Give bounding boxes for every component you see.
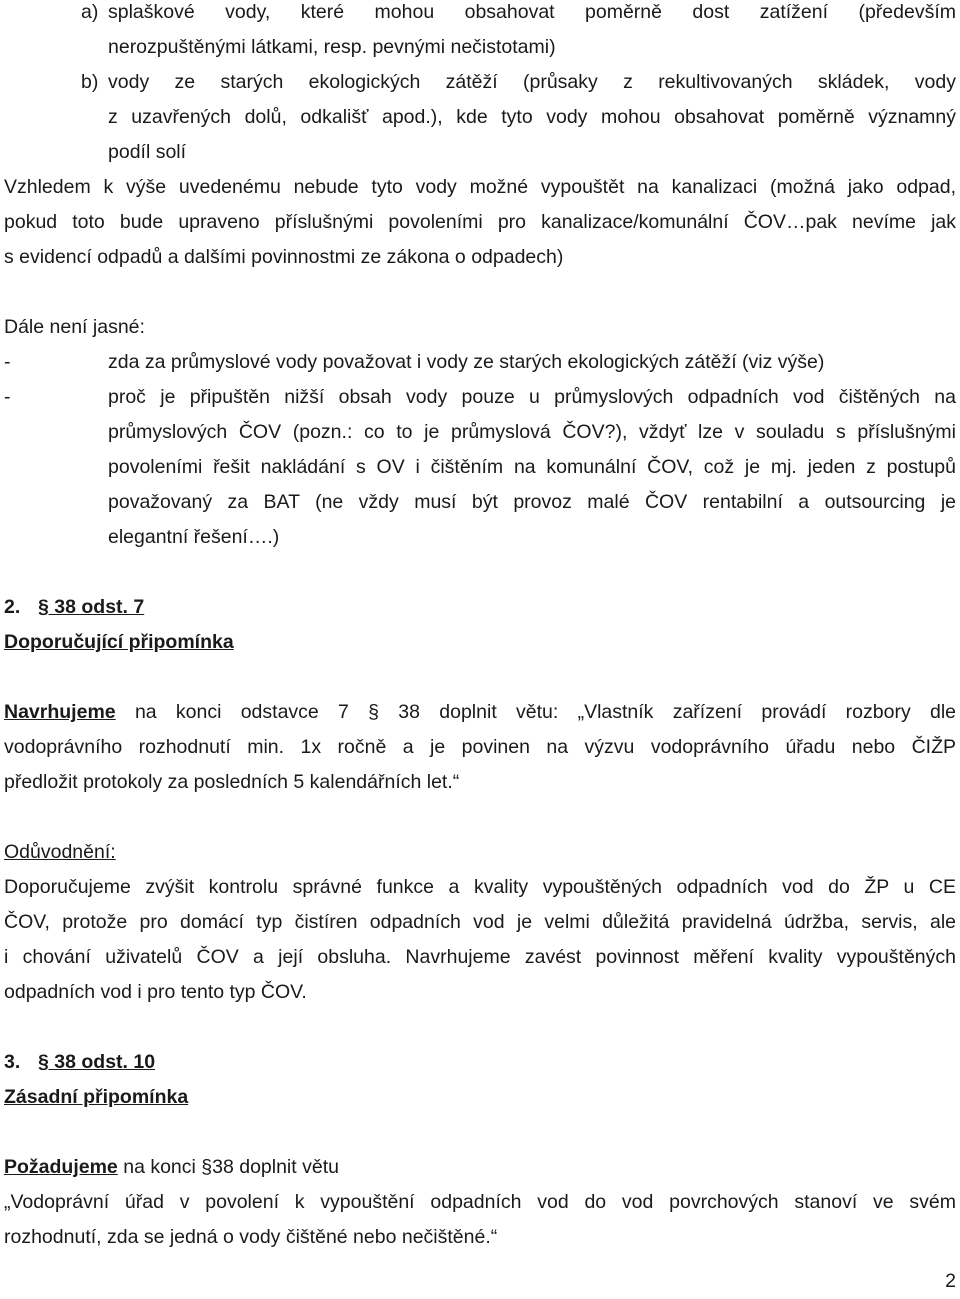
list-line: vody ze starých ekologických zátěží (průsaky z rekultivovaných skládek, vody — [108, 71, 956, 93]
list-line: splaškové vody, které mohou obsahovat poměrně dost zatížení (především — [108, 1, 956, 23]
list-line: z uzavřených dolů, odkališť apod.), kde tyto vody mohou obsahovat poměrně významný — [108, 106, 956, 128]
section-reference: § 38 odst. 10 — [38, 1051, 156, 1073]
demand-line — [4, 1150, 956, 1185]
proposal-label: Navrhujeme — [4, 701, 116, 723]
paragraph-line: Vzhledem k výše uvedenému nebude tyto vody možné vypouštět na kanalizaci (možná jako odpad, — [4, 176, 956, 198]
spacer — [4, 1115, 956, 1150]
page-number: 2 — [945, 1270, 956, 1292]
document-page — [4, 0, 956, 1255]
paragraph-line: s evidencí odpadů a dalšími povinnostmi ze zákona o odpadech) — [4, 246, 564, 268]
demand-text: na konci §38 doplnit větu — [123, 1156, 339, 1178]
list-line: nerozpuštěnými látkami, resp. pevnými nečistotami) — [108, 36, 556, 58]
section-3-type: Zásadní připomínka — [4, 1086, 189, 1108]
dale-heading: Dále není jasné: — [4, 316, 145, 338]
list-line: průmyslových ČOV (pozn.: co to je průmyslová ČOV?), vždyť lze v souladu s příslušnými — [108, 421, 956, 443]
spacer — [4, 275, 956, 310]
paragraph-line: „Vodoprávní úřad v povolení k vypouštění odpadních vod do vod povrchových stanoví ve svém — [4, 1191, 956, 1213]
dash-item — [4, 345, 956, 380]
list-marker: a) — [81, 1, 99, 23]
spacer — [4, 555, 956, 590]
section-3-quote — [4, 1185, 956, 1255]
dash-list — [4, 345, 956, 555]
list-line: elegantní řešení….) — [108, 526, 280, 548]
dash-item — [4, 380, 956, 555]
section-reference: § 38 odst. 7 — [38, 596, 145, 618]
list-item-b — [4, 65, 956, 170]
paragraph-line: i chování uživatelů ČOV a její obsluha. Navrhujeme zavést povinnost měření kvality vypouštěných — [4, 946, 956, 968]
paragraph-line: Doporučujeme zvýšit kontrolu správné funkce a kvality vypouštěných odpadních vod do ŽP u CE — [4, 876, 956, 898]
spacer — [4, 800, 956, 835]
section-2-heading — [4, 590, 956, 625]
section-2-proposal — [4, 695, 956, 800]
paragraph-line: rozhodnutí, zda se jedná o vody čištěné nebo nečištěné.“ — [4, 1226, 498, 1248]
paragraph-line: ČOV, protože pro domácí typ čistíren odpadních vod je velmi důležitá pravidelná údržba, servis, ale — [4, 911, 956, 933]
section-number: 2. — [4, 596, 21, 618]
list-line: zda za průmyslové vody považovat i vody ze starých ekologických zátěží (viz výše) — [108, 351, 825, 373]
paragraph-vzhledem — [4, 170, 956, 275]
reason-label: Odůvodnění: — [4, 841, 116, 863]
list-line: proč je připuštěn nižší obsah vody pouze u průmyslových odpadních vod čištěných na — [108, 386, 956, 408]
dash-marker: - — [4, 351, 11, 373]
list-line: považovaný za BAT (ne vždy musí být provoz malé ČOV rentabilní a outsourcing je — [108, 491, 956, 513]
proposal-text: na konci odstavce 7 § 38 doplnit větu: „Vlastník zařízení provádí rozbory dle — [134, 701, 957, 723]
paragraph-line: vodoprávního rozhodnutí min. 1x ročně a je povinen na výzvu vodoprávního úřadu nebo ČIŽP — [4, 736, 956, 758]
spacer — [4, 1010, 956, 1045]
section-number: 3. — [4, 1051, 21, 1073]
paragraph-line: předložit protokoly za posledních 5 kalendářních let.“ — [4, 771, 460, 793]
section-2-reason — [4, 870, 956, 1010]
paragraph-line: pokud toto bude upraveno příslušnými povoleními pro kanalizace/komunální ČOV…pak nevíme jak — [4, 211, 956, 233]
demand-label: Požadujeme — [4, 1156, 118, 1178]
section-3-heading — [4, 1045, 956, 1080]
paragraph-line: odpadních vod i pro tento typ ČOV. — [4, 981, 307, 1003]
list-line: podíl solí — [108, 141, 187, 163]
list-marker: b) — [81, 71, 99, 93]
alpha-list — [4, 0, 956, 170]
spacer — [4, 660, 956, 695]
dash-marker: - — [4, 386, 11, 408]
list-item-a — [4, 0, 956, 65]
list-line: povoleními řešit nakládání s OV i čištěním na komunální ČOV, což je mj. jeden z postupů — [108, 456, 956, 478]
section-2-type: Doporučující připomínka — [4, 631, 234, 653]
paragraph-line — [4, 695, 956, 730]
